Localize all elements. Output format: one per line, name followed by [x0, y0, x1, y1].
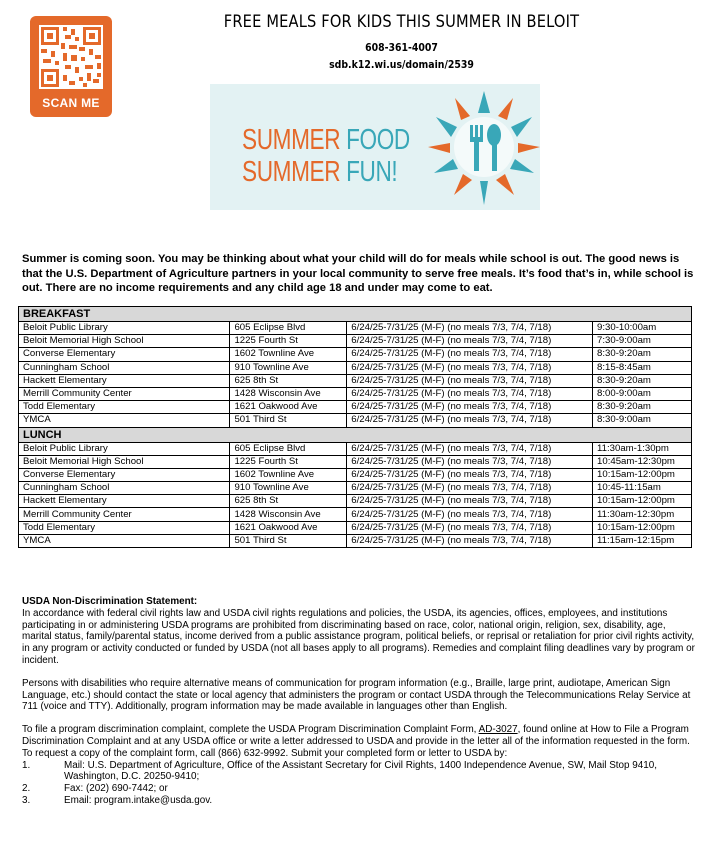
table-row — [19, 401, 692, 414]
address-cell: 1621 Oakwood Ave — [230, 401, 347, 414]
address-cell: 1225 Fourth St — [230, 455, 347, 468]
dates-cell: 6/24/25-7/31/25 (M-F) (no meals 7/3, 7/4, 7/18) — [347, 468, 593, 481]
address-cell: 1602 Townline Ave — [230, 348, 347, 361]
banner-word: SUMMER — [242, 124, 347, 156]
website-url: sdb.k12.wi.us/domain/2539 — [329, 58, 474, 71]
table-row — [19, 361, 692, 374]
usda-heading: USDA Non-Discrimination Statement: — [22, 596, 198, 607]
site-name-cell: Cunningham School — [19, 482, 230, 495]
list-number: 2. — [22, 783, 31, 795]
sun-utensils-icon — [428, 86, 540, 208]
address-cell: 910 Townline Ave — [230, 482, 347, 495]
section-row-lunch — [19, 427, 692, 442]
address-cell: 501 Third St — [230, 414, 347, 427]
time-cell: 10:45am-12:30pm — [593, 455, 692, 468]
dates-cell: 6/24/25-7/31/25 (M-F) (no meals 7/3, 7/4, 7/18) — [347, 414, 593, 427]
time-cell: 10:15am-12:00pm — [593, 495, 692, 508]
usda-text: To file a program discrimination complaint, complete the USDA Program Discrimination Complaint Form, — [22, 724, 479, 736]
time-cell: 10:15am-12:00pm — [593, 468, 692, 481]
address-cell: 501 Third St — [230, 534, 347, 547]
banner-word: SUMMER — [242, 156, 347, 188]
time-cell: 10:15am-12:00pm — [593, 521, 692, 534]
banner-word: FUN! — [346, 156, 398, 188]
dates-cell: 6/24/25-7/31/25 (M-F) (no meals 7/3, 7/4, 7/18) — [347, 387, 593, 400]
address-cell: 1225 Fourth St — [230, 335, 347, 348]
usda-text: , found online at How to File a Program Discrimination Complaint and at any USDA office or write a letter addressed to USDA and provide in the letter all of the information requested in the form. To request a copy of the complaint form, call (866) 632-9992. Submit your completed form or letter to USDA by: — [22, 724, 690, 759]
scan-me-label: SCAN ME — [42, 96, 100, 110]
list-item — [22, 760, 698, 784]
usda-statement — [22, 596, 698, 807]
page-title: FREE MEALS FOR KIDS THIS SUMMER IN BELOIT — [223, 12, 580, 32]
address-cell: 625 8th St — [230, 495, 347, 508]
table-row — [19, 468, 692, 481]
address-cell: 625 8th St — [230, 374, 347, 387]
table-row — [19, 322, 692, 335]
list-number: 1. — [22, 759, 31, 771]
usda-paragraph: Persons with disabilities who require alternative means of communication for program information (e.g., Braille, large print, audiotape, American Sign Language, etc.) should contact the state or local agency that administers the program or contact USDA through the Telecommunications Relay Service at 711 (voice and TTY). Additionally, program information may be made available in languages other than English. — [22, 677, 691, 713]
dates-cell: 6/24/25-7/31/25 (M-F) (no meals 7/3, 7/4, 7/18) — [347, 322, 593, 335]
table-row — [19, 387, 692, 400]
dates-cell: 6/24/25-7/31/25 (M-F) (no meals 7/3, 7/4, 7/18) — [347, 374, 593, 387]
site-name-cell: YMCA — [19, 414, 230, 427]
table-row — [19, 508, 692, 521]
time-cell: 11:30am-12:30pm — [593, 508, 692, 521]
site-name-cell: Todd Elementary — [19, 521, 230, 534]
dates-cell: 6/24/25-7/31/25 (M-F) (no meals 7/3, 7/4, 7/18) — [347, 495, 593, 508]
summer-food-banner — [210, 84, 540, 210]
dates-cell: 6/24/25-7/31/25 (M-F) (no meals 7/3, 7/4, 7/18) — [347, 401, 593, 414]
site-name-cell: YMCA — [19, 534, 230, 547]
address-cell: 1428 Wisconsin Ave — [230, 508, 347, 521]
ad-3027-link[interactable]: AD-3027 — [478, 724, 518, 736]
address-cell: 1621 Oakwood Ave — [230, 521, 347, 534]
dates-cell: 6/24/25-7/31/25 (M-F) (no meals 7/3, 7/4, 7/18) — [347, 442, 593, 455]
dates-cell: 6/24/25-7/31/25 (M-F) (no meals 7/3, 7/4, 7/18) — [347, 534, 593, 547]
table-row — [19, 348, 692, 361]
address-cell: 605 Eclipse Blvd — [230, 322, 347, 335]
dates-cell: 6/24/25-7/31/25 (M-F) (no meals 7/3, 7/4, 7/18) — [347, 521, 593, 534]
table-row — [19, 442, 692, 455]
list-item — [22, 783, 698, 795]
section-row-breakfast — [19, 307, 692, 322]
meal-schedule-table — [18, 306, 692, 548]
time-cell: 7:30-9:00am — [593, 335, 692, 348]
time-cell: 8:30-9:20am — [593, 374, 692, 387]
site-name-cell: Merrill Community Center — [19, 387, 230, 400]
time-cell: 10:45-11:15am — [593, 482, 692, 495]
qr-code[interactable] — [39, 25, 103, 89]
address-cell: 1602 Townline Ave — [230, 468, 347, 481]
list-text: Mail: U.S. Department of Agriculture, Office of the Assistant Secretary for Civil Rights, 1400 Independence Avenue, SW, Mail Stop 9410, Washington, D.C. 20250-9410; — [64, 759, 657, 783]
list-text: Email: program.intake@usda.gov. — [64, 794, 213, 806]
table-row — [19, 495, 692, 508]
site-name-cell: Beloit Memorial High School — [19, 455, 230, 468]
usda-paragraph: In accordance with federal civil rights law and USDA civil rights regulations and policies, the USDA, its agencies, offices, employees, and institutions participating in or administering USDA programs are prohibited from discriminating based on race, color, national origin, religion, sex, disability, age, marital status, family/parental status, income derived from a public assistance program, political beliefs, or reprisal or retaliation for prior civil rights activity, in any program or activity conducted or funded by USDA (not all bases apply to all programs). Remedies and complaint filing deadlines vary by program or incident. — [22, 607, 695, 666]
qr-code-card[interactable] — [30, 16, 112, 117]
time-cell: 8:30-9:20am — [593, 401, 692, 414]
list-number: 3. — [22, 794, 31, 806]
time-cell: 8:15-8:45am — [593, 361, 692, 374]
table-row — [19, 521, 692, 534]
table-row — [19, 455, 692, 468]
section-heading: BREAKFAST — [19, 307, 692, 322]
banner-word: FOOD — [346, 124, 410, 156]
list-text: Fax: (202) 690-7442; or — [64, 783, 168, 795]
table-row — [19, 414, 692, 427]
time-cell: 11:15am-12:15pm — [593, 534, 692, 547]
dates-cell: 6/24/25-7/31/25 (M-F) (no meals 7/3, 7/4, 7/18) — [347, 455, 593, 468]
site-name-cell: Hackett Elementary — [19, 495, 230, 508]
table-row — [19, 534, 692, 547]
address-cell: 605 Eclipse Blvd — [230, 442, 347, 455]
phone-number: 608-361-4007 — [365, 41, 438, 54]
dates-cell: 6/24/25-7/31/25 (M-F) (no meals 7/3, 7/4, 7/18) — [347, 361, 593, 374]
site-name-cell: Cunningham School — [19, 361, 230, 374]
site-name-cell: Converse Elementary — [19, 348, 230, 361]
time-cell: 11:30am-1:30pm — [593, 442, 692, 455]
dates-cell: 6/24/25-7/31/25 (M-F) (no meals 7/3, 7/4, 7/18) — [347, 348, 593, 361]
dates-cell: 6/24/25-7/31/25 (M-F) (no meals 7/3, 7/4, 7/18) — [347, 508, 593, 521]
time-cell: 8:30-9:00am — [593, 414, 692, 427]
address-cell: 1428 Wisconsin Ave — [230, 387, 347, 400]
intro-paragraph: Summer is coming soon. You may be thinking about what your child will do for meals while school is out. The good news is that the U.S. Department of Agriculture partners in your local community to serve free meals. It’s food that’s in, while school is out. There are no income requirements and any child age 18 and under may come to eat. — [22, 253, 694, 294]
time-cell: 9:30-10:00am — [593, 322, 692, 335]
site-name-cell: Todd Elementary — [19, 401, 230, 414]
site-name-cell: Converse Elementary — [19, 468, 230, 481]
banner-text — [242, 124, 410, 188]
table-row — [19, 374, 692, 387]
dates-cell: 6/24/25-7/31/25 (M-F) (no meals 7/3, 7/4, 7/18) — [347, 482, 593, 495]
submission-list — [22, 760, 698, 807]
schedule-body — [19, 307, 692, 548]
list-item — [22, 795, 698, 807]
table-row — [19, 482, 692, 495]
site-name-cell: Beloit Memorial High School — [19, 335, 230, 348]
dates-cell: 6/24/25-7/31/25 (M-F) (no meals 7/3, 7/4, 7/18) — [347, 335, 593, 348]
site-name-cell: Hackett Elementary — [19, 374, 230, 387]
section-heading: LUNCH — [19, 427, 692, 442]
time-cell: 8:30-9:20am — [593, 348, 692, 361]
table-row — [19, 335, 692, 348]
usda-paragraph — [22, 724, 698, 759]
qr-code-icon — [39, 25, 103, 89]
site-name-cell: Beloit Public Library — [19, 322, 230, 335]
time-cell: 8:00-9:00am — [593, 387, 692, 400]
site-name-cell: Beloit Public Library — [19, 442, 230, 455]
address-cell: 910 Townline Ave — [230, 361, 347, 374]
site-name-cell: Merrill Community Center — [19, 508, 230, 521]
